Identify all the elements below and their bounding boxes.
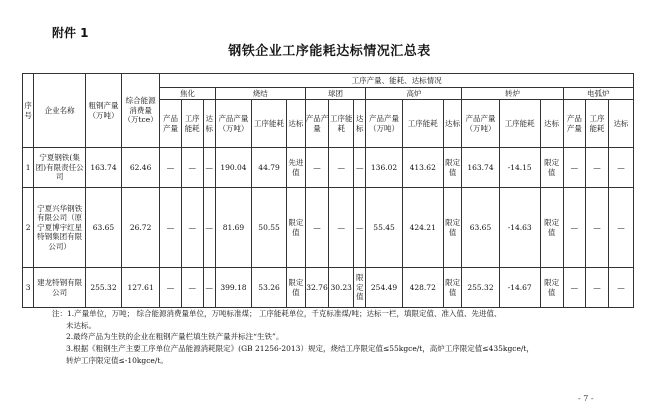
header-process-blast: 高炉 [366,88,462,100]
cell-pellet-status: 限定值 [354,268,366,308]
cell-blast-status: 限定值 [443,268,462,308]
header-sub-output: 产品产量 [563,100,586,148]
footnote-line: 2.最终产品为生铁的企业在粗钢产量栏填生铁产量并标注“生铁”。 [66,332,284,342]
header-process-eaf: 电弧炉 [563,88,633,100]
cell-sinter-output: 399.18 [215,268,251,308]
cell-coking-status: — [203,188,215,268]
cell-pellet-energy: — [329,188,354,268]
cell-sinter-output: 190.04 [215,148,251,188]
header-seq: 序号 [23,74,34,148]
cell-blast-energy: 428.72 [402,268,443,308]
header-sub-output: 产品产量 [160,100,182,148]
cell-steel: 63.65 [85,188,121,268]
header-sub-energy: 工序能耗 [329,100,354,148]
header-process-pellet: 球团 [305,88,366,100]
cell-seq: 1 [23,148,34,188]
cell-eaf-energy: — [586,188,609,268]
page-number: - 7 - [578,394,594,403]
cell-company: 建龙特钢有限公司 [34,268,86,308]
cell-eaf-output: — [563,148,586,188]
cell-converter-status: 限定值 [540,148,563,188]
header-sub-status: 达标 [203,100,215,148]
cell-blast-status: 限定值 [443,188,462,268]
cell-energy: 127.61 [122,268,160,308]
cell-converter-output: 255.32 [462,268,499,308]
cell-coking-output: — [160,148,182,188]
header-sub-status: 达标 [540,100,563,148]
cell-eaf-energy: — [586,148,609,188]
cell-coking-status: — [203,148,215,188]
header-process-group: 工序产量、能耗、达标情况 [160,74,634,88]
cell-blast-output: 55.45 [366,188,402,268]
header-energy: 综合能源消费量（万tce） [122,74,160,148]
footnote-line: 3.根据《粗钢生产主要工序单位产品能源消耗限定》(GB 21256-2013）规定，烧结工序限定值≤55kgce/t，高炉工序限定值≤435kgce/t， [66,343,534,353]
cell-pellet-output: 32.76 [305,268,329,308]
footnotes [52,308,642,366]
cell-company: 宁夏钢铁(集团)有限责任公司 [34,148,86,188]
header-sub-output: 产品产量（万吨） [366,100,402,148]
header-sub-output: 产品产量 [305,100,329,148]
cell-pellet-output: — [305,188,329,268]
header-sub-output: 产品产量（万吨） [215,100,251,148]
header-sub-energy: 工序能耗 [181,100,203,148]
cell-seq: 2 [23,188,34,268]
cell-sinter-status: 限定值 [287,188,306,268]
cell-coking-energy: — [181,188,203,268]
header-sub-energy: 工序能耗 [402,100,443,148]
cell-eaf-output: — [563,268,586,308]
cell-coking-output: — [160,188,182,268]
cell-eaf-output: — [563,188,586,268]
cell-steel: 255.32 [85,268,121,308]
header-sub-status: 达标 [287,100,306,148]
cell-converter-status: 限定值 [540,268,563,308]
cell-converter-energy: -14.63 [499,188,540,268]
header-process-coking: 焦化 [160,88,216,100]
cell-steel: 163.74 [85,148,121,188]
footnote-line: 注：1.产量单位，万吨； 综合能源消费量单位，万吨标准煤； 工序能耗单位，千克标准煤/吨；达标一栏，填限定值、准入值、先进值、 [52,309,502,318]
attachment-label: 附件 1 [52,26,89,40]
summary-table [22,73,634,308]
header-crude-steel: 粗钢产量（万吨） [85,74,121,148]
header-process-sinter: 烧结 [215,88,305,100]
cell-sinter-energy: 50.55 [252,188,287,268]
cell-converter-output: 63.65 [462,188,499,268]
cell-sinter-status: 先进值 [287,148,306,188]
header-process-converter: 转炉 [462,88,563,100]
header-sub-output: 产品产量（万吨） [462,100,499,148]
table-row [23,268,634,308]
header-sub-energy: 工序能耗 [586,100,609,148]
header-company: 企业名称 [34,74,86,148]
cell-coking-energy: — [181,268,203,308]
cell-pellet-status: — [354,148,366,188]
table-row [23,148,634,188]
footnote-line: 转炉工序限定值≤-10kgce/t。 [66,355,168,365]
cell-blast-output: 254.49 [366,268,402,308]
cell-converter-output: 163.74 [462,148,499,188]
cell-coking-energy: — [181,148,203,188]
header-sub-status: 达标 [608,100,633,148]
cell-eaf-energy: — [586,268,609,308]
cell-coking-status: — [203,268,215,308]
footnote-line: 未达标。 [66,320,96,330]
cell-sinter-status: 限定值 [287,268,306,308]
cell-sinter-energy: 53.26 [252,268,287,308]
header-sub-status: 达标 [354,100,366,148]
cell-blast-energy: 424.21 [402,188,443,268]
cell-seq: 3 [23,268,34,308]
cell-blast-status: 限定值 [443,148,462,188]
page-title: 钢铁企业工序能耗达标情况汇总表 [228,44,431,59]
cell-pellet-energy: — [329,148,354,188]
cell-pellet-energy: 30.23 [329,268,354,308]
cell-blast-energy: 413.62 [402,148,443,188]
cell-eaf-status: — [608,188,633,268]
header-sub-energy: 工序能耗 [499,100,540,148]
cell-energy: 62.46 [122,148,160,188]
cell-pellet-output: — [305,148,329,188]
cell-converter-energy: -14.67 [499,268,540,308]
cell-pellet-status: — [354,188,366,268]
cell-converter-status: 限定值 [540,188,563,268]
cell-blast-output: 136.02 [366,148,402,188]
cell-eaf-status: — [608,148,633,188]
cell-energy: 26.72 [122,188,160,268]
cell-sinter-output: 81.69 [215,188,251,268]
header-sub-energy: 工序能耗 [252,100,287,148]
cell-company: 宁夏兴华钢铁有限公司（原宁夏博宇红星特钢集团有限公司） [34,188,86,268]
cell-converter-energy: -14.15 [499,148,540,188]
cell-eaf-status: — [608,268,633,308]
cell-sinter-energy: 44.79 [252,148,287,188]
header-sub-status: 达标 [443,100,462,148]
cell-coking-output: — [160,268,182,308]
table-row [23,188,634,268]
